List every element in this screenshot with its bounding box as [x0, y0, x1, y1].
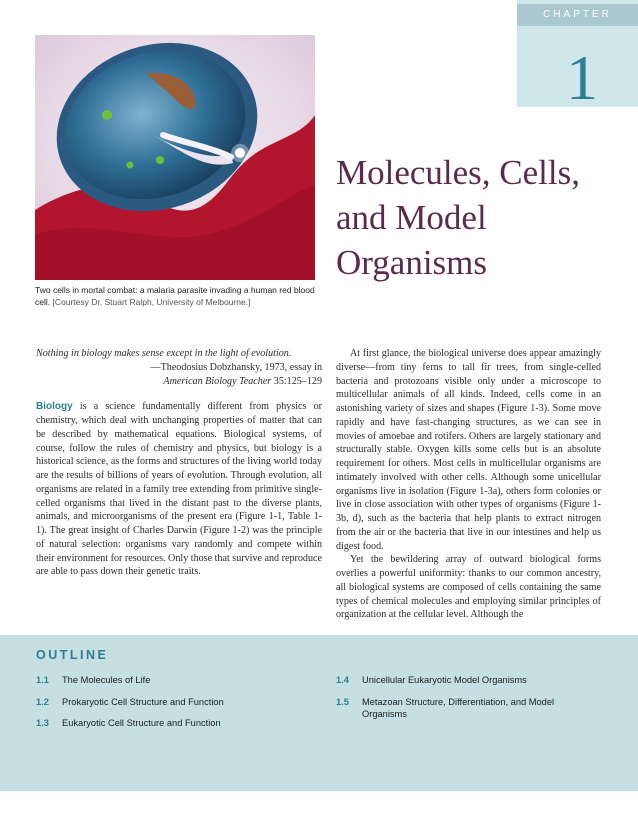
- title-line-1: Molecules, Cells,: [336, 153, 580, 192]
- outline-label: Unicellular Eukaryotic Model Organisms: [362, 675, 527, 685]
- caption-credit: [Courtesy Dr. Stuart Ralph, University of Melbourne.]: [52, 297, 251, 307]
- body-paragraph: [36, 400, 322, 579]
- left-column: [36, 347, 322, 579]
- chapter-outline: [0, 635, 638, 791]
- title-line-2: and Model: [336, 198, 487, 237]
- chapter-label: CHAPTER: [517, 4, 638, 26]
- body-paragraph-1: At first glance, the biological universe does appear amazingly diverse—from tiny ferns to tall fir trees, from single-celled bacteria and protozoans visible only under a microscope to multicellular animals of all kinds. Indeed, cells come in an astonishing variety of sizes and shapes (Figure 1-3). Some move rapidly and have fast-changing structures, as we can see in movies of amoebae and rotifers. Others are largely stationary and structurally stable. Oxygen kills some cells but is an absolute requirement for others. Most cells in multicellular organisms are intimately involved with other cells. Although some unicellular organisms live in isolation (Figure 1-3a), others form colonies or live in close association with other types of organisms (Figure 1-3b, d), such as the bacteria that help plants to extract nitrogen from the air or the bacteria that live in our intestines and help us digest food.: [336, 348, 601, 552]
- outline-label: The Molecules of Life: [62, 675, 151, 685]
- body-paragraph-2: Yet the bewildering array of outward biological forms overlies a powerful uniformity: thanks to our common ancestry, all biological systems are composed of cells containing the same types of chemical molecules and employing similar principles of organization at the cellular level. Although the: [336, 554, 601, 621]
- outline-number: 1.1: [36, 675, 49, 685]
- epigraph-citation: 35:125–129: [271, 375, 322, 387]
- outline-label: Metazoan Structure, Differentiation, and Model Organisms: [362, 697, 555, 719]
- outline-item-1-5[interactable]: [336, 696, 591, 720]
- lead-word: Biology: [36, 401, 73, 413]
- epigraph-quote: Nothing in biology makes sense except in the light of evolution.: [36, 348, 292, 359]
- chapter-title: [336, 150, 580, 285]
- right-column: [336, 347, 601, 622]
- epigraph-source-line: [36, 375, 322, 389]
- paragraph-text: is a science fundamentally different from physics or chemistry, which deal with unchanging properties of matter that can be described by mathematical equations. Biological systems, of course, follow the rules of chemistry and physics, but biology is a historical science, as the forms and structures of the living world today are the results of billions of years of evolution. Through evolution, all organisms are related in a family tree extending from primitive single-celled organisms that lived in the distant past to the diverse plants, animals, and microorganisms of the present era (Figure 1-1, Table 1-1). The great insight of Charles Darwin (Figure 1-2) was the principle of natural selection: organisms vary randomly and compete within their environment for resources. Only those that survive and reproduce are able to pass down their genetic traits.: [36, 401, 322, 578]
- epigraph-source: American Biology Teacher: [163, 375, 272, 387]
- photo-caption: [35, 284, 320, 308]
- outline-number: 1.2: [36, 697, 49, 707]
- title-line-3: Organisms: [336, 243, 488, 282]
- outline-item-1-1[interactable]: [36, 674, 150, 686]
- outline-item-1-3[interactable]: [36, 717, 221, 729]
- malaria-parasite-photo: [35, 35, 315, 280]
- epigraph-author: —Theodosius Dobzhansky, 1973, essay in: [150, 361, 322, 373]
- malaria-parasite-micrograph-icon: [35, 35, 315, 280]
- caption-text: Two cells in mortal combat: a malaria parasite invading a human red blood cell.: [35, 285, 315, 307]
- outline-label: Prokaryotic Cell Structure and Function: [62, 697, 224, 707]
- outline-label: Eukaryotic Cell Structure and Function: [62, 718, 221, 728]
- chapter-tab: [517, 0, 638, 113]
- outline-item-1-4[interactable]: [336, 674, 527, 686]
- outline-number: 1.5: [336, 697, 349, 707]
- outline-number: 1.3: [36, 718, 49, 728]
- chapter-number: 1: [566, 42, 598, 113]
- outline-number: 1.4: [336, 675, 349, 685]
- outline-title: OUTLINE: [36, 648, 109, 662]
- outline-item-1-2[interactable]: [36, 696, 224, 708]
